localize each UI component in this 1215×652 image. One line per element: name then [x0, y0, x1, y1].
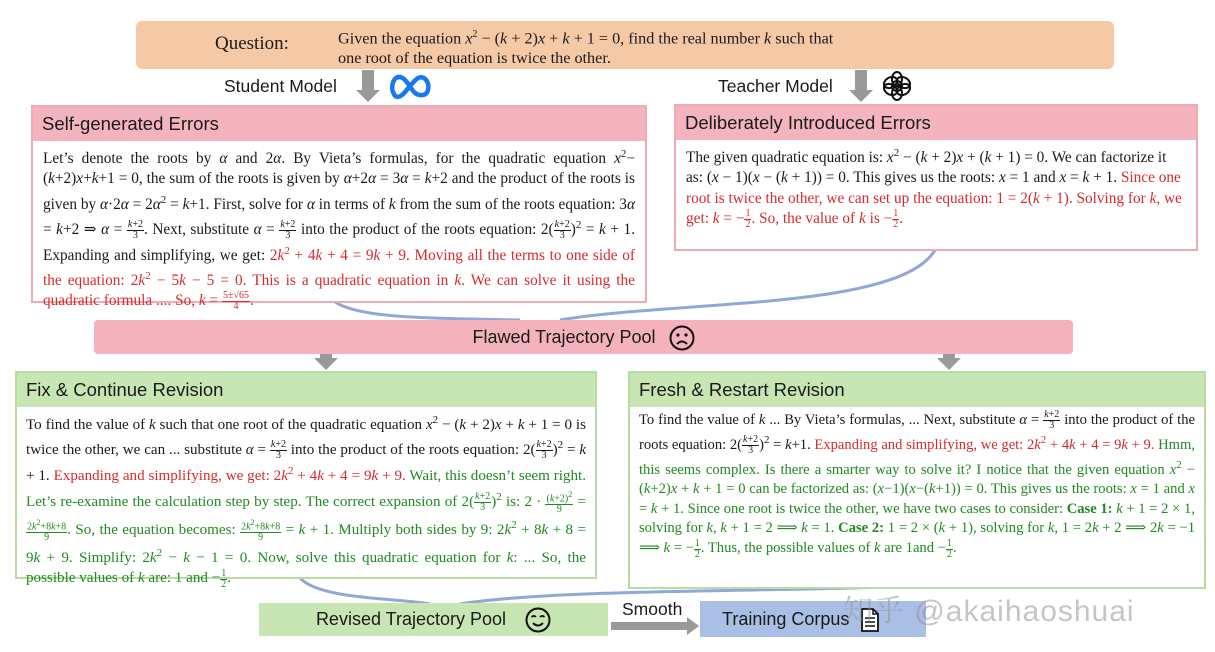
fresh-restart-error-text: Expanding and simplifying, we get: $2k^2 + 4k + 4 = 9k + 9$.: [814, 434, 1155, 453]
fix-continue-title: Fix & Continue Revision: [17, 373, 595, 407]
arrow-stem-student: [362, 70, 374, 90]
fresh-restart-panel: [628, 371, 1206, 589]
self-generated-errors-title: Self-generated Errors: [33, 107, 645, 141]
deliberate-errors-error-text: Since one root is twice the other, we can set up the equation: 1 = 2(k + 1). Solving for k, we get: k = − $\frac{1}{2}$ . So, the value of k is − $\frac{1}{2}$ .: [686, 169, 1182, 230]
deliberate-errors-panel: [674, 104, 1198, 251]
fresh-restart-body: [630, 407, 1204, 563]
fix-continue-body: [17, 407, 595, 593]
arrow-head-fresh: [937, 358, 961, 370]
deliberate-errors-title: Deliberately Introduced Errors: [676, 106, 1196, 140]
question-text: [338, 25, 1098, 68]
deliberate-errors-normal-text: The given quadratic equation is: $x^2 - (k + 2)x + (k + 1) = 0$. We can factorize it as: (x − 1)(x − (k + 1)) = 0. This gives us the roots: x = 1 and x = k + 1.: [686, 147, 1167, 187]
question-label: Question:: [215, 33, 289, 54]
self-errors-error-text: $2k^2 + 4k + 4 = 9k + 9$. Moving all the terms to one side of the equation: $2k^2 - 5k - 5 = 0$. This is a quadratic equation in k. We can solve it using the quadratic formula .... So, k = $\frac{5\pm√65}{4}$ .: [43, 244, 635, 313]
training-corpus-label: Training Corpus: [722, 609, 850, 629]
student-model-label: Student Model: [224, 76, 337, 96]
meta-logo-icon: [388, 70, 434, 102]
fix-continue-normal-text: To find the value of k such that one root of the quadratic equation $x^2 - (k + 2)x + k + 1 = 0$ is twice the other, we can ... substitute α = $\frac{k+2}{3}$ into the product of the roots equation: 2( $\frac{k+2}{3}$ )$^2$ = k + 1.: [26, 414, 587, 485]
arrow-head-student: [356, 90, 380, 102]
watermark: 知乎 @akaihaoshuai: [843, 595, 1135, 628]
smooth-arrow-head: [687, 617, 699, 635]
smooth-label: Smooth: [622, 599, 683, 619]
question-line-1: Given the equation $x^2 - (k + 2)x + k + 1 = 0$, find the real number k such that: [338, 29, 834, 48]
self-generated-errors-body: [33, 141, 645, 316]
fix-continue-fix-text: Wait, this doesn’t seem right. Let’s re-examine the calculation step by step. The correct expansion of 2( $\frac{k+2}{3}$ )$^2$ is: 2 · $\frac{(k+2)^2}{9}$ = $\frac{2k^2+8k+8}{9}$ . So, the equation becomes: $\frac{2k^2+8k+8}{9}$ = k + 1. Multiply both sides by 9: $2k^2 + 8k + 8 = 9k + 9$. Simplify: $2k^2 - k - 1 = 0$. Now, solve this quadratic equation for k: ... So, the possible values of k are: 1 and − $\frac{1}{2}$ .: [26, 468, 587, 590]
arrow-stem-teacher: [855, 70, 867, 90]
flawed-trajectory-pool: [94, 320, 1073, 354]
question-line-2: one root of the equation is twice the other.: [338, 49, 611, 68]
frowning-face-icon: [669, 325, 695, 351]
arrow-head-teacher: [849, 90, 873, 102]
self-errors-normal-text: Let’s denote the roots by α and 2α. By Vieta’s formulas, for the quadratic equation $x^2-(k+2)x+k+1 = 0$, the sum of the roots is given by α+2α = 3α = k+2 and the product of the roots is given by $\alpha\cdot 2\alpha = 2\alpha^2 = k+1$. First, solve for α in terms of k from the sum of the roots equation: 3α = k+2 ⇒ α = $\frac{k+2}{3}$ . Next, substitute α = $\frac{k+2}{3}$ into the product of the roots equation: 2( $\frac{k+2}{3}$ )$^2$ = k + 1. Expanding and simplifying, we get:: [43, 148, 636, 264]
fix-continue-panel: [15, 371, 597, 590]
fix-continue-error-text: Expanding and simplifying, we get: $2k^2 + 4k + 4 = 9k + 9$.: [53, 465, 406, 485]
arrow-head-fix: [314, 358, 338, 370]
teacher-model-label: Teacher Model: [718, 76, 833, 96]
revised-trajectory-pool: [259, 603, 608, 636]
smooth-arrow-stem: [611, 622, 689, 630]
revised-pool-label: Revised Trajectory Pool: [315, 609, 507, 629]
fresh-restart-fix-text: Hmm, this seems complex. Is there a smarter way to solve it? I notice that the given equation $x^2 - (k+2)x + k + 1 = 0$ can be factorized as: (x−1)(x−(k+1)) = 0. This gives us the roots: x = 1 and x = k + 1. Since one root is twice the other, we have two cases to consider: Case 1: k + 1 = 2 × 1, solving for k, k + 1 = 2 ⟹ k = 1. Case 2: 1 = 2 × (k + 1), solving for k, 1 = 2k + 2 ⟹ 2k = −1 ⟹ k = − $\frac{1}{2}$ . Thus, the possible values of k are 1and − $\frac{1}{2}$ .: [639, 436, 1196, 560]
fresh-restart-normal-text: To find the value of k ... By Vieta’s formulas, ... Next, substitute α = $\frac{k+2}{3}$ into the product of the roots equation: 2( $\frac{k+2}{3}$ )$^2$ = k+1.: [639, 409, 1196, 457]
self-generated-errors-panel: [31, 105, 647, 313]
openai-logo-icon: [881, 70, 913, 102]
deliberate-errors-body: [676, 140, 1196, 234]
relieved-face-icon: [525, 607, 551, 633]
fresh-restart-title: Fresh & Restart Revision: [630, 373, 1204, 407]
flawed-pool-label: Flawed Trajectory Pool: [472, 327, 656, 347]
